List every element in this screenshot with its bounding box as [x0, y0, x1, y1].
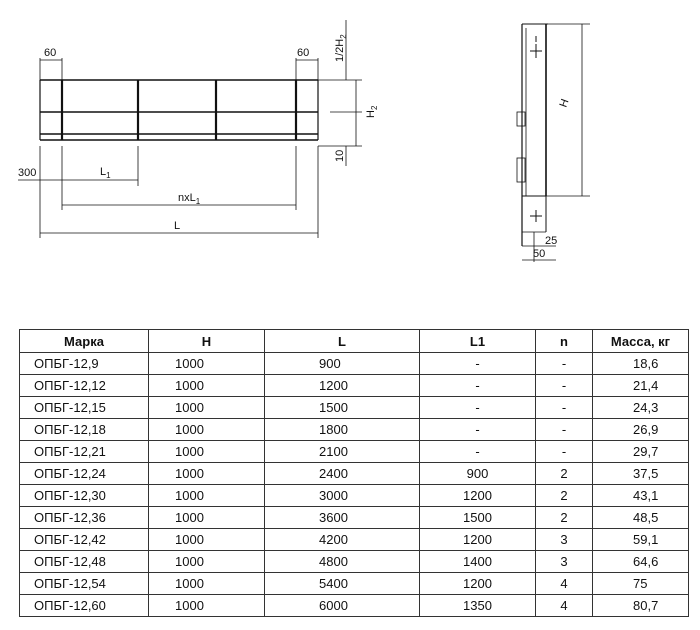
cell-h: 1000	[149, 595, 265, 617]
cell-h: 1000	[149, 375, 265, 397]
cell-mark: ОПБГ-12,12	[20, 375, 149, 397]
cell-mass: 80,7	[593, 595, 689, 617]
cell-l1: 900	[420, 463, 536, 485]
cell-mass: 37,5	[593, 463, 689, 485]
table-row	[20, 353, 689, 375]
side-25: 25	[545, 235, 558, 247]
table-row	[20, 595, 689, 617]
cell-l1: 1350	[420, 595, 536, 617]
cell-mark: ОПБГ-12,21	[20, 441, 149, 463]
dim-half-h2: $1/2H_2$	[334, 34, 348, 62]
table-row	[20, 397, 689, 419]
cell-l: 4200	[265, 529, 420, 551]
cell-n: 2	[536, 485, 593, 507]
table-row	[20, 573, 689, 595]
header-l1: L1	[420, 330, 536, 353]
table-body	[20, 353, 689, 617]
cell-mark: ОПБГ-12,42	[20, 529, 149, 551]
dim-l: L	[174, 220, 181, 232]
cell-mass: 43,1	[593, 485, 689, 507]
railing-drawing	[0, 0, 700, 300]
cell-l1: -	[420, 441, 536, 463]
cell-mark: ОПБГ-12,9	[20, 353, 149, 375]
cell-n: -	[536, 441, 593, 463]
dim-right-60: 60	[297, 47, 310, 59]
cell-n: -	[536, 419, 593, 441]
cell-mass: 18,6	[593, 353, 689, 375]
dim-left-60: 60	[44, 47, 57, 59]
header-mark: Марка	[20, 330, 149, 353]
cell-n: 4	[536, 595, 593, 617]
header-n: n	[536, 330, 593, 353]
cell-l1: -	[420, 353, 536, 375]
cell-mark: ОПБГ-12,60	[20, 595, 149, 617]
cell-l: 4800	[265, 551, 420, 573]
cell-l: 1800	[265, 419, 420, 441]
cell-l1: -	[420, 419, 536, 441]
cell-n: 2	[536, 507, 593, 529]
cell-mark: ОПБГ-12,30	[20, 485, 149, 507]
front-elevation	[18, 20, 362, 238]
table-row	[20, 375, 689, 397]
header-l: L	[265, 330, 420, 353]
cell-h: 1000	[149, 551, 265, 573]
table-header-row	[20, 330, 689, 353]
cell-mark: ОПБГ-12,48	[20, 551, 149, 573]
cell-h: 1000	[149, 507, 265, 529]
dim-nxl1: nxL$_1$	[178, 192, 201, 206]
table-row	[20, 419, 689, 441]
cell-h: 1000	[149, 441, 265, 463]
table-row	[20, 463, 689, 485]
cell-mass: 75	[593, 573, 689, 595]
side-50: 50	[533, 248, 546, 260]
cell-l1: 1400	[420, 551, 536, 573]
table-row	[20, 507, 689, 529]
cell-l: 5400	[265, 573, 420, 595]
header-h: H	[149, 330, 265, 353]
cell-l1: 1200	[420, 529, 536, 551]
dim-l1: $L_1$	[100, 166, 111, 180]
cell-mark: ОПБГ-12,24	[20, 463, 149, 485]
cell-mark: ОПБГ-12,18	[20, 419, 149, 441]
cell-n: 3	[536, 551, 593, 573]
cell-l1: -	[420, 375, 536, 397]
cell-mass: 48,5	[593, 507, 689, 529]
dim-h2: $H_2$	[365, 105, 379, 118]
table-row	[20, 485, 689, 507]
cell-h: 1000	[149, 419, 265, 441]
cell-n: 2	[536, 463, 593, 485]
cell-mass: 29,7	[593, 441, 689, 463]
cell-mass: 26,9	[593, 419, 689, 441]
cell-l1: 1500	[420, 507, 536, 529]
cell-l1: -	[420, 397, 536, 419]
dim-300: 300	[18, 167, 37, 179]
cell-mass: 59,1	[593, 529, 689, 551]
cell-l: 2400	[265, 463, 420, 485]
cell-n: 4	[536, 573, 593, 595]
cell-l: 3000	[265, 485, 420, 507]
cell-l: 3600	[265, 507, 420, 529]
cell-l: 1200	[265, 375, 420, 397]
table-row	[20, 551, 689, 573]
cell-n: -	[536, 397, 593, 419]
cell-l: 1500	[265, 397, 420, 419]
cell-h: 1000	[149, 353, 265, 375]
cell-h: 1000	[149, 397, 265, 419]
header-mass: Масса, кг	[593, 330, 689, 353]
cell-l1: 1200	[420, 485, 536, 507]
table-row	[20, 441, 689, 463]
cell-mark: ОПБГ-12,54	[20, 573, 149, 595]
cell-n: -	[536, 353, 593, 375]
side-view	[517, 24, 590, 262]
cell-mark: ОПБГ-12,15	[20, 397, 149, 419]
cell-n: 3	[536, 529, 593, 551]
cell-mass: 24,3	[593, 397, 689, 419]
cell-h: 1000	[149, 463, 265, 485]
cell-h: 1000	[149, 529, 265, 551]
cell-l1: 1200	[420, 573, 536, 595]
cell-mass: 64,6	[593, 551, 689, 573]
cell-n: -	[536, 375, 593, 397]
cell-mass: 21,4	[593, 375, 689, 397]
cell-mark: ОПБГ-12,36	[20, 507, 149, 529]
cell-l: 6000	[265, 595, 420, 617]
cell-l: 2100	[265, 441, 420, 463]
specification-table	[19, 329, 689, 617]
side-h: H	[557, 97, 572, 110]
cell-l: 900	[265, 353, 420, 375]
cell-h: 1000	[149, 485, 265, 507]
table-row	[20, 529, 689, 551]
cell-h: 1000	[149, 573, 265, 595]
dim-10: 10	[334, 149, 346, 162]
